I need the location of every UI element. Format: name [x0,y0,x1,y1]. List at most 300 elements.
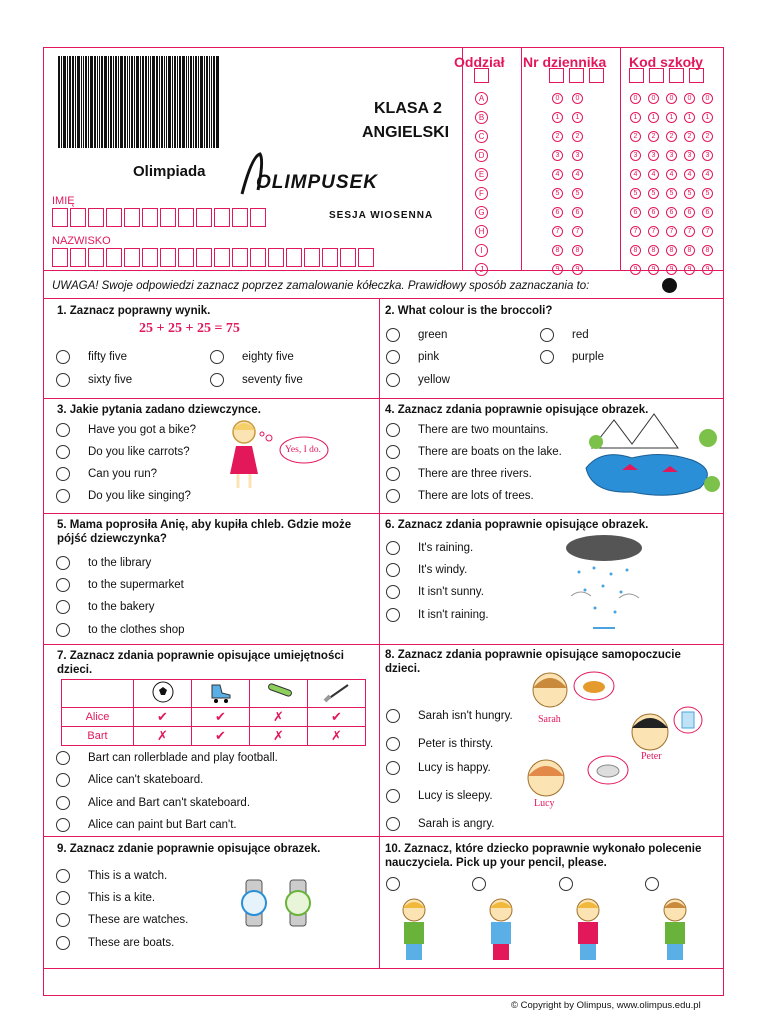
answer-circle-icon[interactable] [56,578,70,592]
kod-szkoly-bubble[interactable]: 0 [702,93,713,104]
kod-szkoly-bubble[interactable]: 5 [648,188,659,199]
skills-table [61,679,366,746]
answer-circle-icon[interactable] [56,423,70,437]
kod-szkoly-bubble[interactable]: 2 [648,131,659,142]
kod-szkoly-bubble[interactable]: 3 [630,150,641,161]
q2-option[interactable]: pink [386,350,439,364]
kod-szkoly-bubble[interactable]: 1 [684,112,695,123]
answer-circle-icon[interactable] [386,585,400,599]
q2-option[interactable]: green [386,328,447,342]
q1-equation: 25 + 25 + 25 = 75 [139,321,240,336]
kod-szkoly-bubble[interactable]: 2 [684,131,695,142]
barcode-bar [97,56,98,148]
barcode-bar [190,56,192,148]
watches-icon [238,878,318,928]
q5-option[interactable]: to the clothes shop [56,623,185,637]
q5-option[interactable]: to the library [56,556,151,570]
letter-box[interactable] [178,248,194,267]
nr-dziennika-bubble[interactable]: 6 [572,207,583,218]
kod-szkoly-bubble[interactable]: 1 [648,112,659,123]
barcode-bar [101,56,103,148]
first-name-boxes[interactable] [52,208,268,227]
q5-title: 5. Mama poprosiła Anię, aby kupiła chleb. Gdzie może pójść dziewczynka? [57,519,352,545]
barcode-bar [90,56,93,148]
q4-option[interactable]: There are lots of trees. [386,489,534,503]
barcode-bar [63,56,66,148]
q8-title: 8. Zaznacz zdania poprawnie opisujące samopoczucie dzieci. [385,649,681,675]
kod-szkoly-bubble[interactable]: 0 [630,93,641,104]
kod-szkoly-bubble[interactable]: 4 [684,169,695,180]
answer-circle-icon[interactable] [386,737,400,751]
kod-szkoly-bubble[interactable]: 3 [684,150,695,161]
nr-dziennika-bubble[interactable]: 1 [572,112,583,123]
q3-option[interactable]: Can you run? [56,467,157,481]
barcode-bar [61,56,62,148]
nr-dziennika-bubble[interactable]: 3 [572,150,583,161]
kod-szkoly-bubble[interactable]: 9 [648,264,659,275]
divider [44,298,723,299]
kod-szkoly-bubble[interactable]: 9 [684,264,695,275]
answer-circle-icon[interactable] [56,445,70,459]
answer-circle-icon[interactable] [56,467,70,481]
sarah-label: Sarah [538,714,561,725]
code-separator [462,48,463,270]
kod-szkoly-bubble[interactable]: 6 [648,207,659,218]
letter-box[interactable] [196,248,212,267]
oddzial-bubble[interactable]: I [475,244,488,257]
q1-option[interactable]: eighty five [210,350,294,364]
answer-circle-icon[interactable] [472,877,486,891]
nr-dziennika-bubble[interactable]: 9 [572,264,583,275]
barcode-bar [216,56,219,148]
q8-option[interactable]: Lucy is happy. [386,761,491,775]
answer-circle-icon[interactable] [386,608,400,622]
code-separator [521,48,522,270]
children-illustration-icon [389,896,719,964]
q3-title: 3. Jakie pytania zadano dziewczynce. [57,404,261,416]
oddzial-bubble[interactable]: C [475,130,488,143]
barcode-bar [94,56,96,148]
answer-circle-icon[interactable] [210,350,224,364]
barcode-bar [104,56,107,148]
q7-title: 7. Zaznacz zdania poprawnie opisujące umiejętności dzieci. [57,650,344,676]
letter-box[interactable] [232,248,248,267]
barcode-bar [83,56,84,148]
answer-circle-icon[interactable] [386,877,400,891]
q7-option[interactable]: Alice can't skateboard. [56,773,203,787]
kod-szkoly-bubble[interactable]: 8 [666,245,677,256]
barcode-bar [211,56,212,148]
oddzial-bubble[interactable]: F [475,187,488,200]
letter-box[interactable] [70,208,86,227]
answer-circle-icon[interactable] [386,563,400,577]
q3-option[interactable]: Do you like carrots? [56,445,190,459]
barcode-bar [198,56,199,148]
q5-option[interactable]: to the supermarket [56,578,184,592]
q8-option[interactable]: Sarah isn't hungry. [386,709,513,723]
barcode-bar [99,56,100,148]
barcode-bar [186,56,187,148]
code-box[interactable] [689,68,704,83]
subject-label: ANGIELSKI [362,124,450,141]
q6-title: 6. Zaznacz zdania poprawnie opisujące obrazek. [385,519,649,531]
oddzial-bubble[interactable]: A [475,92,488,105]
letter-box[interactable] [322,248,338,267]
oddzial-bubble[interactable]: J [475,263,488,276]
divider [44,836,723,837]
q4-option[interactable]: There are three rivers. [386,467,532,481]
nr-dziennika-bubble[interactable]: 6 [552,207,563,218]
answer-circle-icon[interactable] [56,891,70,905]
q3-option[interactable]: Have you got a bike? [56,423,196,437]
answer-circle-icon[interactable] [56,623,70,637]
kod-szkoly-bubble[interactable]: 6 [630,207,641,218]
divider [44,644,723,645]
kod-szkoly-bubble[interactable]: 0 [684,93,695,104]
q2-option[interactable]: purple [540,350,604,364]
answer-circle-icon[interactable] [56,936,70,950]
letter-box[interactable] [160,208,176,227]
oddzial-bubble[interactable]: G [475,206,488,219]
q9-option[interactable]: This is a watch. [56,869,167,883]
barcode-bar [195,56,197,148]
nr-dziennika-bubble[interactable]: 8 [572,245,583,256]
lucy-face-icon [524,754,634,800]
divider [44,398,723,399]
letter-box[interactable] [214,248,230,267]
answer-circle-icon[interactable] [559,877,573,891]
q8-option[interactable]: Sarah is angry. [386,817,495,831]
answer-circle-icon[interactable] [386,328,400,342]
q9-option[interactable]: These are watches. [56,913,188,927]
answer-circle-icon[interactable] [386,761,400,775]
kod-szkoly-bubble[interactable]: 7 [666,226,677,237]
letter-box[interactable] [160,248,176,267]
answer-circle-icon[interactable] [56,751,70,765]
kod-szkoly-header: Kod szkoły [629,54,703,70]
q1-option[interactable]: fifty five [56,350,127,364]
kod-szkoly-bubble[interactable]: 6 [684,207,695,218]
kod-szkoly-bubble[interactable]: 3 [648,150,659,161]
answer-circle-icon[interactable] [56,773,70,787]
nr-dziennika-bubble[interactable]: 5 [572,188,583,199]
barcode-bar [213,56,215,148]
answer-circle-icon[interactable] [386,350,400,364]
kod-szkoly-bubble[interactable]: 4 [666,169,677,180]
barcode-bar [81,56,82,148]
q2-option[interactable]: red [540,328,589,342]
kod-szkoly-bubble[interactable]: 8 [648,245,659,256]
code-box[interactable] [549,68,564,83]
nr-dziennika-bubble[interactable]: 8 [552,245,563,256]
kod-szkoly-bubble[interactable]: 5 [684,188,695,199]
q7-option[interactable]: Alice and Bart can't skateboard. [56,796,250,810]
oddzial-bubble[interactable]: D [475,149,488,162]
barcode-bar [164,56,165,148]
barcode-bar [159,56,160,148]
table-row: Bart ✗ ✔ ✗ ✗ [62,727,366,746]
barcode-bar [85,56,87,148]
letter-box[interactable] [124,248,140,267]
code-box[interactable] [629,68,644,83]
kod-szkoly-bubble[interactable]: 5 [702,188,713,199]
answer-circle-icon[interactable] [386,789,400,803]
kod-szkoly-bubble[interactable]: 3 [702,150,713,161]
q1-title: 1. Zaznacz poprawny wynik. [57,305,211,317]
divider [44,270,723,271]
q2-title: 2. What colour is the broccoli? [385,305,553,317]
kod-szkoly-bubble[interactable]: 1 [630,112,641,123]
kod-szkoly-bubble[interactable]: 6 [666,207,677,218]
filled-example-icon [662,278,677,293]
code-box[interactable] [649,68,664,83]
letter-box[interactable] [88,248,104,267]
letter-box[interactable] [268,248,284,267]
divider [44,513,723,514]
answer-circle-icon[interactable] [56,796,70,810]
barcode-bar [156,56,158,148]
q8-option[interactable]: Lucy is sleepy. [386,789,493,803]
nr-dziennika-bubble[interactable]: 3 [552,150,563,161]
barcode-bar [67,56,68,148]
uwaga-text: UWAGA! Swoje odpowiedzi zaznacz poprzez zamalowanie kółeczka. Prawidłowy sposób zaznaczania to: [52,280,590,292]
rain-cloud-icon [559,532,649,637]
answer-circle-icon[interactable] [386,817,400,831]
nr-dziennika-bubble[interactable]: 7 [552,226,563,237]
barcode-bar [127,56,128,148]
nr-dziennika-bubble[interactable]: 1 [552,112,563,123]
code-box[interactable] [474,68,489,83]
kod-szkoly-bubble[interactable]: 2 [702,131,713,142]
peter-label: Peter [641,751,662,762]
table-row: Alice ✔ ✔ ✗ ✔ [62,708,366,727]
kod-szkoly-bubble[interactable]: 6 [702,207,713,218]
barcode-bar [75,56,76,148]
answer-circle-icon[interactable] [56,489,70,503]
barcode-bar [77,56,80,148]
barcode-bar [148,56,149,148]
letter-box[interactable] [70,248,86,267]
kod-szkoly-bubble[interactable]: 4 [630,169,641,180]
barcode-bar [200,56,203,148]
barcode-bar [174,56,176,148]
class-label: KLASA 2 [374,100,442,117]
barcode-bar [150,56,151,148]
nr-dziennika-bubble[interactable]: 5 [552,188,563,199]
nr-dziennika-bubble[interactable]: 2 [572,131,583,142]
q9-option[interactable]: This is a kite. [56,891,155,905]
kod-szkoly-bubble[interactable]: 3 [666,150,677,161]
oddzial-bubble[interactable]: E [475,168,488,181]
barcode-bar [118,56,119,148]
kod-szkoly-bubble[interactable]: 1 [702,112,713,123]
last-name-boxes[interactable] [52,248,376,267]
letter-box[interactable] [52,248,68,267]
answer-circle-icon[interactable] [56,869,70,883]
q5-option[interactable]: to the bakery [56,600,154,614]
barcode-bar [145,56,147,148]
peter-face-icon [630,704,706,754]
barcode-bar [161,56,163,148]
kod-szkoly-bubble[interactable]: 4 [702,169,713,180]
q4-option[interactable]: There are two mountains. [386,423,548,437]
kod-szkoly-bubble[interactable]: 0 [648,93,659,104]
kod-szkoly-bubble[interactable]: 2 [666,131,677,142]
answer-circle-icon[interactable] [386,467,400,481]
letter-box[interactable] [250,248,266,267]
answer-circle-icon[interactable] [645,877,659,891]
copyright-footer: © Copyright by Olimpus, www.olimpus.edu.pl [511,1000,701,1011]
kod-szkoly-bubble[interactable]: 8 [702,245,713,256]
letter-box[interactable] [142,248,158,267]
q1-option[interactable]: sixty five [56,373,132,387]
nr-dziennika-bubble[interactable]: 2 [552,131,563,142]
nr-dziennika-bubble[interactable]: 7 [572,226,583,237]
barcode-bar [179,56,181,148]
barcode-bar [110,56,112,148]
kod-szkoly-bubble[interactable]: 5 [630,188,641,199]
barcode-bar [134,56,135,148]
kod-szkoly-bubble[interactable]: 8 [630,245,641,256]
answer-circle-icon[interactable] [386,445,400,459]
answer-circle-icon[interactable] [386,489,400,503]
answer-circle-icon[interactable] [210,373,224,387]
code-box[interactable] [669,68,684,83]
code-separator [620,48,621,270]
rollerblade-icon [192,680,250,708]
letter-box[interactable] [214,208,230,227]
letter-box[interactable] [106,208,122,227]
kod-szkoly-bubble[interactable]: 5 [666,188,677,199]
letter-box[interactable] [142,208,158,227]
kod-szkoly-bubble[interactable]: 4 [648,169,659,180]
answer-circle-icon[interactable] [540,350,554,364]
barcode-bar [188,56,189,148]
letter-box[interactable] [52,208,68,227]
barcode-bar [136,56,139,148]
barcode-bar [152,56,155,148]
letter-box[interactable] [106,248,122,267]
nr-dziennika-bubble[interactable]: 4 [572,169,583,180]
barcode-bar [120,56,123,148]
kod-szkoly-bubble[interactable]: 7 [684,226,695,237]
nr-dziennika-bubble[interactable]: 0 [572,93,583,104]
answer-sheet [43,47,724,996]
nr-dziennika-bubble[interactable]: 0 [552,93,563,104]
q4-option[interactable]: There are boats on the lake. [386,445,562,459]
kod-szkoly-bubble[interactable]: 2 [630,131,641,142]
oddzial-bubble[interactable]: H [475,225,488,238]
q8-option[interactable]: Peter is thirsty. [386,737,493,751]
answer-circle-icon[interactable] [540,328,554,342]
olimpusek-logo [234,150,404,198]
q4-title: 4. Zaznacz zdania poprawnie opisujące obrazek. [385,404,649,416]
kod-szkoly-bubble[interactable]: 7 [630,226,641,237]
answer-circle-icon[interactable] [56,556,70,570]
football-icon [134,680,192,708]
q6-option[interactable]: It isn't sunny. [386,585,484,599]
letter-box[interactable] [178,208,194,227]
sarah-face-icon [528,668,618,718]
letter-box[interactable] [304,248,320,267]
skateboard-icon [250,680,308,708]
barcode-bar [58,56,60,148]
barcode-bar [182,56,185,148]
table-header-row [62,680,366,708]
code-box[interactable] [569,68,584,83]
nr-dziennika-bubble[interactable]: 9 [552,264,563,275]
kod-szkoly-bubble[interactable]: 8 [684,245,695,256]
nr-dziennika-bubble[interactable]: 4 [552,169,563,180]
q3-option[interactable]: Do you like singing? [56,489,191,503]
answer-circle-icon[interactable] [56,373,70,387]
q1-option[interactable]: seventy five [210,373,303,387]
answer-circle-icon[interactable] [56,818,70,832]
speech-bubble-text: Yes, I do. [285,445,321,455]
q6-option[interactable]: It isn't raining. [386,608,489,622]
barcode-bar [140,56,141,148]
barcode-bar [72,56,74,148]
barcode-bar [113,56,114,148]
oddzial-header: Oddział [454,54,505,70]
answer-circle-icon[interactable] [56,350,70,364]
nr-dziennika-header: Nr dziennika [523,54,607,70]
logo-text: OLIMPUSEK [256,172,378,193]
oddzial-bubble[interactable]: B [475,111,488,124]
nazwisko-label: NAZWISKO [52,235,111,247]
letter-box[interactable] [88,208,104,227]
letter-box[interactable] [232,208,248,227]
kod-szkoly-bubble[interactable]: 9 [630,264,641,275]
answer-circle-icon[interactable] [56,600,70,614]
kod-szkoly-bubble[interactable]: 1 [666,112,677,123]
q10-title: 10. Zaznacz, które dziecko poprawnie wykonało polecenie nauczyciela. Pick up your pencil, please. [385,843,702,869]
kod-szkoly-bubble[interactable]: 7 [648,226,659,237]
barcode-bar [166,56,167,148]
answer-circle-icon[interactable] [386,423,400,437]
barcode-bar [108,56,109,148]
q7-option[interactable]: Alice can paint but Bart can't. [56,818,237,832]
letter-box[interactable] [196,208,212,227]
letter-box[interactable] [250,208,266,227]
answer-circle-icon[interactable] [386,709,400,723]
barcode-bar [131,56,133,148]
letter-box[interactable] [358,248,374,267]
barcode [58,56,220,148]
answer-circle-icon[interactable] [386,541,400,555]
kod-szkoly-bubble[interactable]: 0 [666,93,677,104]
q9-option[interactable]: These are boats. [56,936,174,950]
barcode-bar [168,56,171,148]
answer-circle-icon[interactable] [56,913,70,927]
q6-option[interactable]: It's raining. [386,541,473,555]
letter-box[interactable] [340,248,356,267]
code-box[interactable] [589,68,604,83]
kod-szkoly-bubble[interactable]: 9 [702,264,713,275]
kod-szkoly-bubble[interactable]: 9 [666,264,677,275]
olympiad-label: Olimpiada [133,163,206,180]
barcode-bar [204,56,205,148]
barcode-bar [177,56,178,148]
q7-option[interactable]: Bart can rollerblade and play football. [56,751,278,765]
q6-option[interactable]: It's windy. [386,563,467,577]
letter-box[interactable] [286,248,302,267]
kod-szkoly-bubble[interactable]: 7 [702,226,713,237]
letter-box[interactable] [124,208,140,227]
answer-circle-icon[interactable] [386,373,400,387]
imie-label: IMIĘ [52,195,75,207]
q2-option[interactable]: yellow [386,373,450,387]
